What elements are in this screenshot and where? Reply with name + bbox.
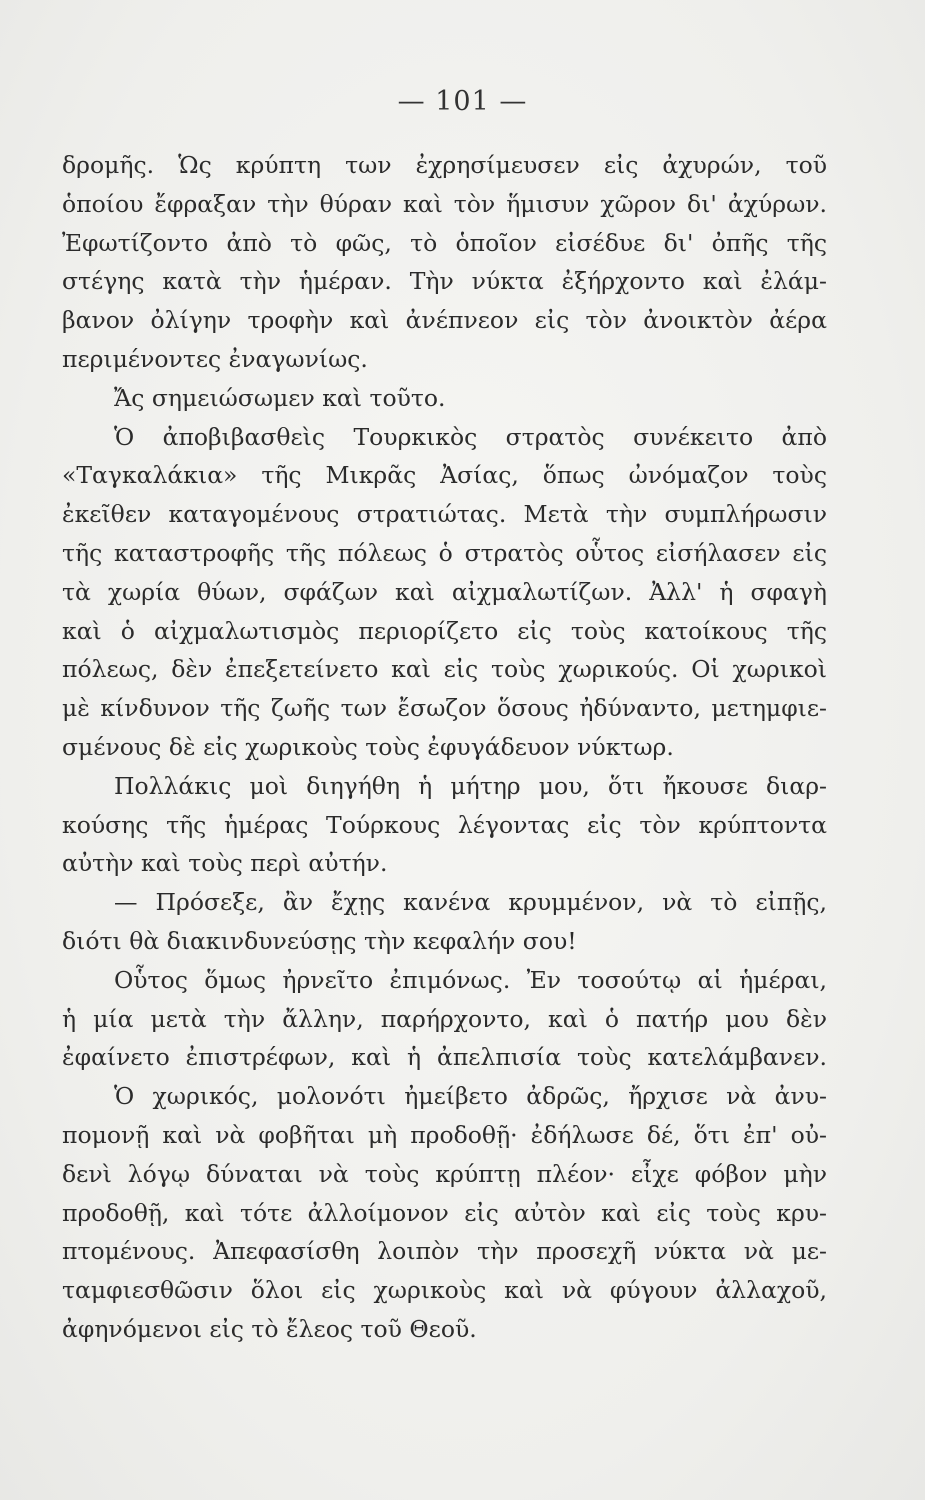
paragraph-start-line: Πολλάκις μοὶ διηγήθη ἡ μήτηρ μου, ὅτι ἤκουσε διαρ- <box>114 771 827 800</box>
paragraph-start-line: Ὁ ἀποβιβασθεὶς Τουρκικὸς στρατὸς συνέκειτο ἀπὸ <box>114 422 827 451</box>
text-line: περιμένοντες ἐναγωνίως. <box>62 344 368 373</box>
text-line: διότι θὰ διακινδυνεύσῃς τὴν κεφαλήν σου! <box>62 926 577 955</box>
text-line: τῆς καταστροφῆς τῆς πόλεως ὁ στρατὸς οὗτος εἰσήλασεν εἰς <box>62 538 827 567</box>
text-line: μὲ κίνδυνον τῆς ζωῆς των ἔσωζον ὅσους ἠδύναντο, μετημφιε- <box>62 694 827 723</box>
text-line: «Ταγκαλάκια» τῆς Μικρᾶς Ἀσίας, ὅπως ὠνόμαζον τοὺς <box>62 461 827 490</box>
paragraph-start-line: Ὁ χωρικός, μολονότι ἠμείβετο ἀδρῶς, ἤρχισε νὰ ἀνυ- <box>114 1082 827 1111</box>
text-line: δρομῆς. Ὡς κρύπτη των ἐχρησίμευσεν εἰς ἀχυρών, τοῦ <box>62 151 827 179</box>
text-line: πτομένους. Ἀπεφασίσθη λοιπὸν τὴν προσεχῆ νύκτα νὰ με- <box>62 1237 827 1266</box>
text-line: Ἐφωτίζοντο ἀπὸ τὸ φῶς, τὸ ὁποῖον εἰσέδυε δι' ὀπῆς τῆς <box>62 228 827 257</box>
text-line: τὰ χωρία θύων, σφάζων καὶ αἰχμαλωτίζων. Ἀλλ' ἡ σφαγὴ <box>62 577 827 606</box>
text-line: κούσης τῆς ἡμέρας Τούρκους λέγοντας εἰς τὸν κρύπτοντα <box>62 810 827 839</box>
text-line: πομονῇ καὶ νὰ φοβῆται μὴ προδοθῇ· ἐδήλωσε δέ, ὅτι ἐπ' οὐ- <box>62 1120 827 1149</box>
page-number: — 101 — <box>397 86 528 117</box>
text-line: ἡ μία μετὰ τὴν ἄλλην, παρήρχοντο, καὶ ὁ πατήρ μου δὲν <box>62 1004 827 1033</box>
text-line: ἐφαίνετο ἐπιστρέφων, καὶ ἡ ἀπελπισία τοὺς κατελάμβανεν. <box>62 1043 827 1072</box>
text-line: στέγης κατὰ τὴν ἡμέραν. Τὴν νύκτα ἐξήρχοντο καὶ ἐλάμ- <box>62 267 827 296</box>
text-line: ἐκεῖθεν καταγομένους στρατιώτας. Μετὰ τὴν συμπλήρωσιν <box>62 500 827 529</box>
text-line: ἀφηνόμενοι εἰς τὸ ἔλεος τοῦ Θεοῦ. <box>62 1314 477 1343</box>
text-line: αὐτὴν καὶ τοὺς περὶ αὐτήν. <box>62 849 388 878</box>
text-line: καὶ ὁ αἰχμαλωτισμὸς περιορίζετο εἰς τοὺς κατοίκους τῆς <box>62 616 827 645</box>
body-text <box>62 146 827 1349</box>
text-line: πόλεως, δὲν ἐπεξετείνετο καὶ εἰς τοὺς χωρικούς. Οἱ χωρικοὶ <box>62 655 827 684</box>
text-line: σμένους δὲ εἰς χωρικοὺς τοὺς ἐφυγάδευον νύκτωρ. <box>62 732 674 761</box>
text-line: ταμφιεσθῶσιν ὅλοι εἰς χωρικοὺς καὶ νὰ φύγουν ἀλλαχοῦ, <box>62 1276 827 1305</box>
text-line: ὁποίου ἔφραξαν τὴν θύραν καὶ τὸν ἥμισυν χῶρον δι' ἀχύρων. <box>62 189 827 218</box>
text-line: βανον ὀλίγην τροφὴν καὶ ἀνέπνεον εἰς τὸν ἀνοικτὸν ἀέρα <box>62 306 827 335</box>
text-line: δενὶ λόγῳ δύναται νὰ τοὺς κρύπτῃ πλέον· εἶχε φόβον μὴν <box>62 1159 827 1188</box>
paragraph-start-line: Ἄς σημειώσωμεν καὶ τοῦτο. <box>114 383 446 412</box>
paragraph-start-line: Οὗτος ὅμως ἠρνεῖτο ἐπιμόνως. Ἐν τοσούτῳ αἱ ἡμέραι, <box>114 965 827 994</box>
dialogue-line: — Πρόσεξε, ἂν ἔχῃς κανένα κρυμμένον, νὰ τὸ εἰπῇς, <box>114 888 827 917</box>
text-line: προδοθῇ, καὶ τότε ἀλλοίμονον εἰς αὐτὸν καὶ εἰς τοὺς κρυ- <box>62 1198 827 1227</box>
